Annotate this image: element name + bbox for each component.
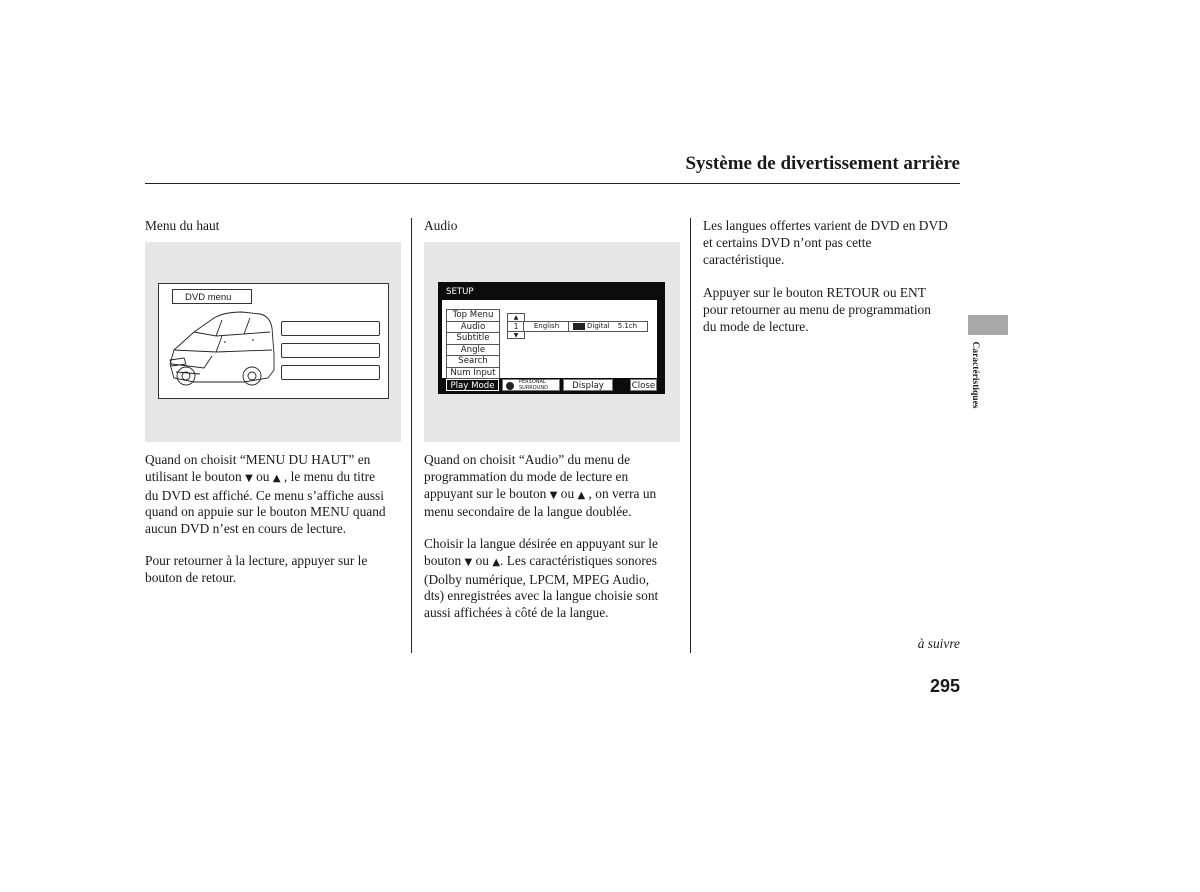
text-line: quand on appuie sur le bouton MENU quand	[145, 504, 386, 520]
up-arrow-icon: ▲	[577, 489, 586, 501]
text-line: Quand on choisit “MENU DU HAUT” en	[145, 452, 371, 467]
down-arrow-icon: ▼	[549, 489, 558, 501]
down-arrow-icon: ▼	[464, 556, 473, 568]
up-arrow-icon: ▲	[492, 556, 501, 568]
menu-item-search[interactable]: Search	[447, 356, 499, 368]
channels-text: 5.1ch	[617, 322, 638, 330]
column-divider-1	[411, 218, 412, 653]
minivan-illustration	[164, 306, 280, 392]
text-line: pour retourner au menu de programmation	[703, 301, 931, 317]
col3-paragraph-1	[703, 218, 965, 268]
step-up-icon[interactable]: ▲	[508, 314, 524, 322]
text-line: Choisir la langue désirée en appuyant sur le	[424, 536, 658, 551]
continued-note: à suivre	[917, 636, 960, 651]
col2-paragraph-1	[424, 452, 686, 521]
surround-text-1: PERSONAL	[519, 379, 546, 385]
track-number: 1	[508, 322, 524, 332]
play-mode-button[interactable]: Play Mode	[446, 379, 499, 391]
surround-icon	[506, 382, 514, 390]
text-line: appuyant sur le bouton ▼ ou ▲ , on verra un	[424, 485, 657, 501]
menu-item-num-input[interactable]: Num Input	[450, 367, 496, 378]
header-rule	[145, 183, 960, 184]
dolby-icon	[573, 323, 585, 330]
text-line: Appuyer sur le bouton RETOUR ou ENT	[703, 285, 926, 300]
text-line: bouton ▼ ou ▲. Les caractéristiques sonores	[424, 552, 657, 568]
text-line: bouton de retour.	[145, 569, 237, 585]
step-down-icon[interactable]: ▼	[513, 332, 519, 339]
col3-paragraph-2	[703, 285, 965, 335]
col2-paragraph-2	[424, 536, 686, 622]
text-line: aussi affichées à côté de la langue.	[424, 605, 609, 621]
menu-item-angle[interactable]: Angle	[447, 345, 499, 357]
down-arrow-icon: ▼	[245, 472, 253, 484]
close-button[interactable]: Close	[631, 381, 656, 391]
heading-menu-du-haut: Menu du haut	[145, 218, 220, 233]
text-line: programmation du mode de lecture en	[424, 468, 629, 484]
text-line: et certains DVD n’ont pas cette	[703, 234, 872, 250]
text-line: utilisant le bouton ▼ ou ▲ , le menu du titre	[145, 468, 376, 484]
text-line: (Dolby numérique, LPCM, MPEG Audio,	[424, 571, 650, 587]
heading-audio: Audio	[424, 218, 458, 233]
surround-text-2: SURROUND	[519, 384, 548, 391]
text-line: Pour retourner à la lecture, appuyer sur le	[145, 553, 368, 568]
page-number: 295	[929, 676, 960, 696]
up-arrow-icon: ▲	[272, 472, 281, 484]
format-text: Digital	[587, 322, 610, 330]
section-tab-label: Caractéristiques	[970, 341, 980, 409]
col1-paragraph-2	[145, 553, 407, 587]
menu-slot-1	[281, 321, 380, 336]
setup-menu-list	[446, 309, 500, 379]
col1-paragraph-1	[145, 452, 407, 538]
menu-slot-3	[281, 365, 380, 380]
display-button[interactable]: Display	[563, 379, 613, 391]
audio-format-field	[568, 321, 648, 332]
setup-label: SETUP	[446, 287, 474, 297]
text-line: dts) enregistrées avec la langue choisie sont	[424, 588, 659, 604]
menu-item-subtitle[interactable]: Subtitle	[447, 333, 499, 345]
text-line: Quand on choisit “Audio” du menu de	[424, 452, 631, 467]
text-line: menu secondaire de la langue doublée.	[424, 504, 632, 520]
menu-slot-2	[281, 343, 380, 358]
text-line: du mode de lecture.	[703, 318, 809, 334]
dvd-menu-label: DVD menu	[172, 289, 252, 304]
section-title: Système de divertissement arrière	[685, 153, 960, 174]
text-line: caractéristique.	[703, 251, 785, 267]
column-divider-2	[690, 218, 691, 653]
text-line: du DVD est affiché. Ce menu s’affiche aussi	[145, 487, 384, 503]
menu-item-top-menu[interactable]: Top Menu	[447, 310, 499, 322]
menu-item-audio[interactable]: Audio	[447, 322, 499, 334]
personal-surround-button[interactable]	[502, 379, 560, 391]
text-line: aucun DVD n’est en cours de lecture.	[145, 521, 347, 537]
text-line: Les langues offertes varient de DVD en DVD	[703, 218, 948, 233]
language-field: English	[523, 321, 570, 332]
